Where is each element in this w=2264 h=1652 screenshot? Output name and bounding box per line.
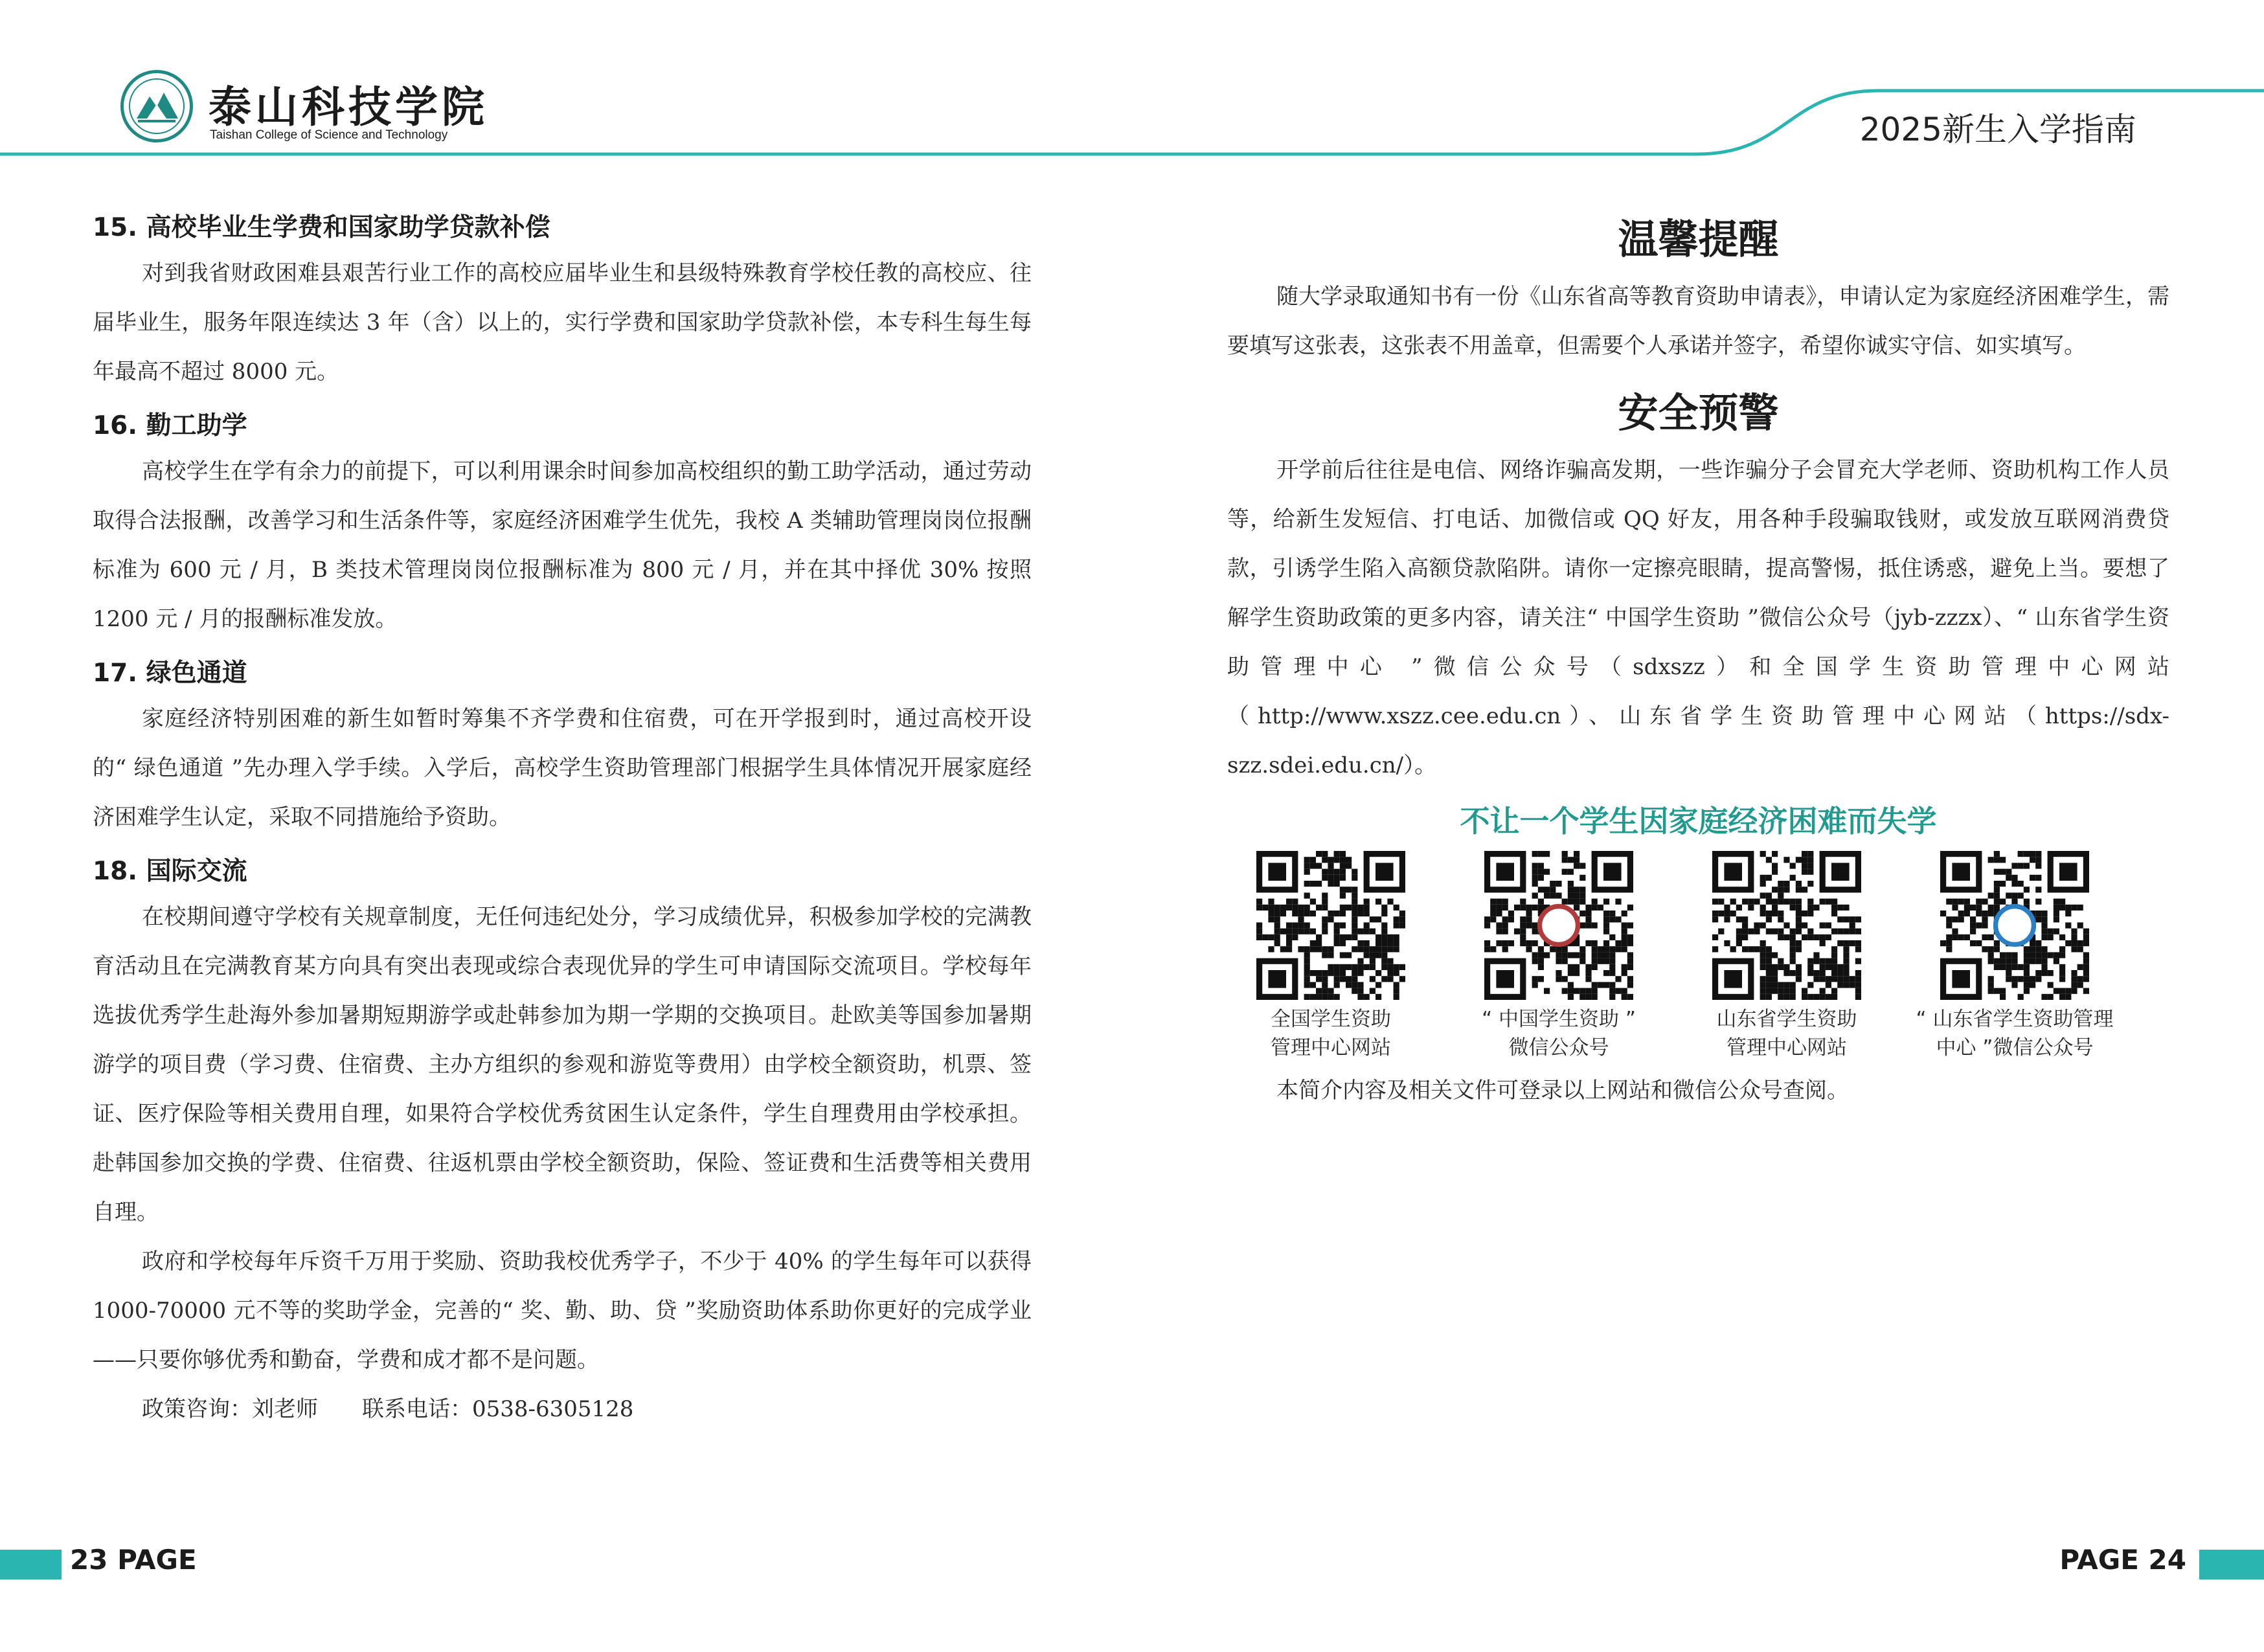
school-name-en: Taishan College of Science and Technology xyxy=(210,128,448,142)
qr-caption-line1: 山东省学生资助 xyxy=(1716,1008,1857,1031)
section-heading: 17. 绿色通道 xyxy=(93,659,247,688)
school-name-cn: 泰山科技学院 xyxy=(209,82,488,132)
qr-item-shandong-site xyxy=(1683,851,1890,1062)
qr-caption-line2: 微信公众号 xyxy=(1508,1036,1609,1059)
qr-code-icon xyxy=(1256,851,1405,1000)
reminder-title: 温馨提醒 xyxy=(1618,216,1779,263)
safety-title: 安全预警 xyxy=(1618,389,1779,436)
section-paragraph: 政府和学校每年斥资千万用于奖励、资助我校优秀学子，不少于 40% 的学生每年可以获得 1000-70000 元不等的奖助学金，完善的“ 奖、勤、助、贷 ”奖励资助体系助你更好的完成学业——只要你够优秀和勤奋，学费和成才都不是问题。 xyxy=(93,1249,1032,1373)
qr-caption-line1: 全国学生资助 xyxy=(1271,1008,1391,1031)
contact-info: 政策咨询：刘老师 联系电话：0538-6305128 xyxy=(142,1396,634,1422)
footer-bar-right xyxy=(2199,1550,2264,1579)
page-number-right: PAGE 24 xyxy=(2059,1544,2186,1576)
section-paragraph: 高校学生在学有余力的前提下，可以利用课余时间参加高校组织的勤工助学活动，通过劳动取得合法报酬，改善学习和生活条件等，家庭经济困难学生优先，我校 A 类辅助管理岗岗位报酬标准为 600 元 / 月，B 类技术管理岗岗位报酬标准为 800 元 / 月，并在其中择优 30% 按照 1200 元 / 月的报酬标准发放。 xyxy=(93,458,1032,632)
qr-caption-line1: “ 中国学生资助 ” xyxy=(1482,1008,1636,1031)
qr-code-icon xyxy=(1484,851,1633,1000)
qr-code-row xyxy=(1227,851,2169,1071)
left-page-content xyxy=(93,207,1032,1434)
section-heading: 15. 高校毕业生学费和国家助学贷款补偿 xyxy=(93,213,550,242)
page-number-left: 23 PAGE xyxy=(70,1544,197,1576)
qr-item-china-wechat xyxy=(1455,851,1662,1062)
section-paragraph: 家庭经济特别困难的新生如暂时筹集不齐学费和住宿费，可在开学报到时，通过高校开设的“ 绿色通道 ”先办理入学手续。入学后，高校学生资助管理部门根据学生具体情况开展家庭经济困难学生认定，采取不同措施给予资助。 xyxy=(93,706,1032,830)
school-emblem-icon xyxy=(120,70,193,142)
qr-code-icon xyxy=(1940,851,2089,1000)
footer-bar-left xyxy=(0,1550,62,1579)
section-heading: 16. 勤工助学 xyxy=(93,411,247,440)
section-paragraph: 在校期间遵守学校有关规章制度，无任何违纪处分，学习成绩优异，积极参加学校的完满教育活动且在完满教育某方向具有突出表现或综合表现优异的学生可申请国际交流项目。学校每年选拔优秀学生赴海外参加暑期短期游学或赴韩参加为期一学期的交换项目。赴欧美等国参加暑期游学的项目费（学习费、住宿费、主办方组织的参观和游览等费用）由学校全额资助，机票、签证、医疗保险等相关费用自理，如果符合学校优秀贫困生认定条件，学生自理费用由学校承担。赴韩国参加交换的学费、住宿费、往返机票由学校全额资助，保险、签证费和生活费等相关费用自理。 xyxy=(93,904,1032,1225)
guide-title: 2025新生入学指南 xyxy=(1859,111,2136,148)
qr-caption-line2: 管理中心网站 xyxy=(1726,1036,1847,1059)
school-logo xyxy=(120,70,488,154)
qr-caption-line2: 管理中心网站 xyxy=(1271,1036,1391,1059)
qr-code-icon xyxy=(1712,851,1861,1000)
qr-item-national-site xyxy=(1227,851,1434,1062)
slogan: 不让一个学生因家庭经济困难而失学 xyxy=(1460,804,1937,839)
section-paragraph: 对到我省财政困难县艰苦行业工作的高校应届毕业生和县级特殊教育学校任教的高校应、往届毕业生，服务年限连续达 3 年（含）以上的，实行学费和国家助学贷款补偿，本专科生每生每年最高不超过 8000 元。 xyxy=(93,260,1032,385)
reference-note: 本简介内容及相关文件可登录以上网站和微信公众号查阅。 xyxy=(1276,1078,1849,1103)
section-heading: 18. 国际交流 xyxy=(93,857,247,886)
reminder-text: 随大学录取通知书有一份《山东省高等教育资助申请表》，申请认定为家庭经济困难学生，需要填写这张表，这张表不用盖章，但需要个人承诺并签字，希望你诚实守信、如实填写。 xyxy=(1227,284,2169,359)
safety-text: 开学前后往往是电信、网络诈骗高发期，一些诈骗分子会冒充大学老师、资助机构工作人员等，给新生发短信、打电话、加微信或 QQ 好友，用各种手段骗取钱财，或发放互联网消费贷款，引诱学生陷入高额贷款陷阱。请你一定擦亮眼睛，提高警惕，抵住诱惑，避免上当。要想了解学生资助政策的更多内容，请关注“ 中国学生资助 ”微信公众号（jyb-zzzx）、“ 山东省学生资助管理中心 ”微信公众号（sdxszz）和全国学生资助管理中心网站（http://www.xszz.cee.edu.cn）、山东省学生资助管理中心网站（https://sdx-szz.sdei.edu.cn/）。 xyxy=(1227,457,2169,778)
qr-caption-line2: 中心 ”微信公众号 xyxy=(1936,1036,2094,1059)
qr-caption-line1: “ 山东省学生资助管理 xyxy=(1916,1008,2114,1031)
qr-item-shandong-wechat xyxy=(1911,851,2118,1062)
right-page-content xyxy=(1227,207,2169,1110)
